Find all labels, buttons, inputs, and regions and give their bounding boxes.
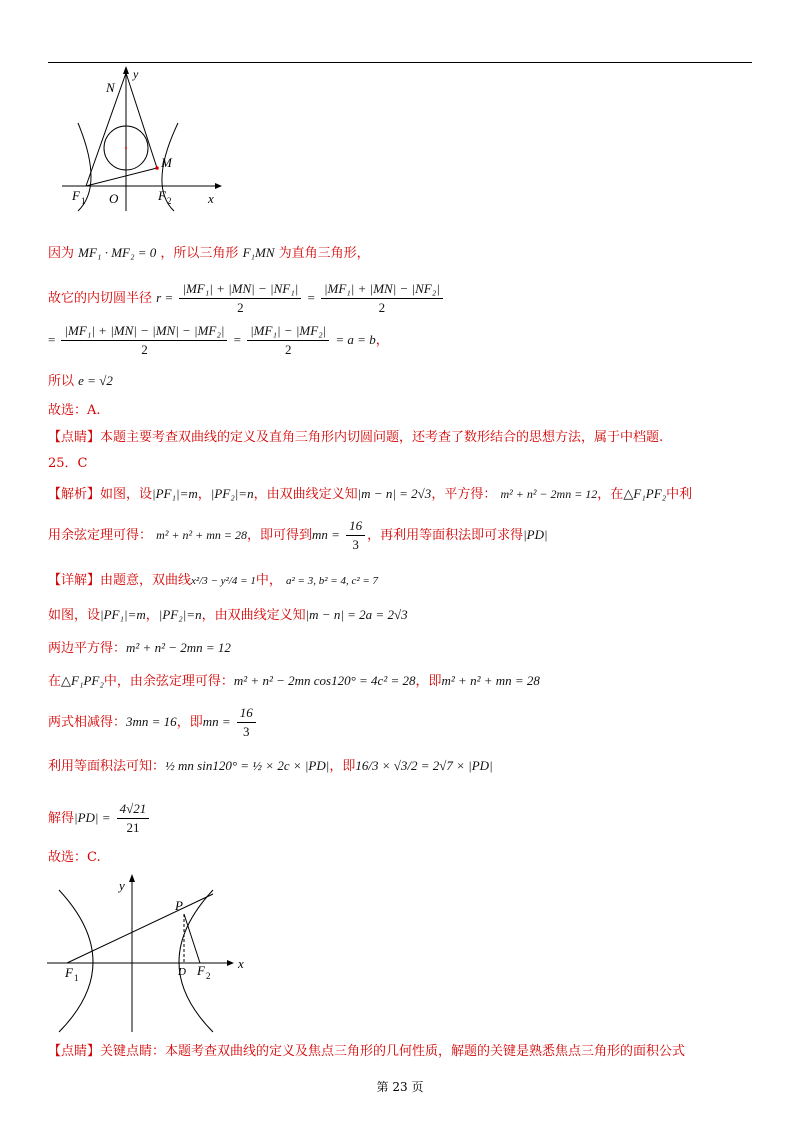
l12-b: m² + n² − 2mn = 12 [126, 640, 231, 655]
l2-den-1: 2 [237, 300, 244, 315]
l10-b: x²/3 − y²/4 = 1 [191, 575, 256, 587]
l16-num: 4√21 [117, 800, 150, 819]
l2-frac-2 [321, 280, 443, 317]
text-line-3: = $\frac{\text{|MF₁| + |MN| − |MN| − |MF₂|}}{2}$ = $\frac{\text{|MF₁| − |MF₂|}}{2}$ = a = b， [48, 323, 389, 357]
l8-c: ， [197, 487, 211, 502]
l11-f: |m − n| = 2a = 2√3 [305, 607, 408, 622]
l3-comma: ， [375, 333, 389, 348]
y-axis-arrow [123, 66, 129, 74]
text-line-answer-c: 故选：C. [48, 850, 101, 865]
l8-i: ，在 [597, 487, 624, 502]
label-M: M [161, 155, 172, 170]
l8-j: △F₁PF₂ [623, 486, 667, 501]
l11-a: 如图，设 [48, 608, 101, 623]
l3-den-2: 2 [284, 342, 292, 357]
l9-e: ，再利用等面积法即可求得 [367, 528, 524, 543]
l11-c: ， [145, 608, 159, 623]
l16-den: 21 [126, 820, 140, 835]
label-F1: F [72, 188, 80, 203]
l10-d: a² = 3, b² = 4, c² = 7 [286, 575, 379, 587]
l9-f: |PD| [523, 527, 548, 542]
text-line-answer-a: 故选：A. [48, 403, 101, 418]
y-axis-arrow [129, 874, 135, 882]
label-D: D [178, 966, 186, 978]
l4-prefix: 所以 [48, 374, 75, 389]
l11-d: |PF₂|=n [158, 607, 202, 622]
line-NM [126, 73, 157, 168]
l3-frac-2 [247, 322, 329, 359]
l16-frac [117, 800, 150, 837]
l12-a: 两边平方得： [48, 641, 127, 656]
l1-prefix: 因为 [48, 246, 75, 261]
l3-frac-1 [61, 322, 227, 359]
l11-b: |PF₁|=m [100, 607, 146, 622]
circle-center [125, 147, 127, 149]
l9-den: 3 [352, 537, 359, 552]
l1-suffix: 为直角三角形， [278, 246, 370, 261]
l2-frac-1 [179, 280, 301, 317]
text-line-detail-3 [48, 638, 231, 659]
page-number: 第 23 页 [376, 1080, 424, 1094]
l9-num: 16 [346, 517, 365, 536]
l2-num-1: |MF₁| + |MN| − |NF₁| [179, 280, 301, 299]
l1-mid: ，所以三角形 [160, 246, 239, 261]
l15-b: ½ mn sin120° = ½ × 2c × |PD| [165, 758, 330, 773]
l13-e: ，即 [415, 674, 442, 689]
text-line-detail-4 [48, 671, 540, 692]
l8-d: |PF₂|=n [210, 486, 254, 501]
l3-tail: = a = b [335, 332, 376, 347]
text-line-detail-1 [48, 571, 378, 591]
x-axis-arrow [227, 960, 234, 966]
l15-d: 16/3 × √3/2 = 2√7 × |PD| [355, 758, 493, 773]
l3-num-1: |MF₁| + |MN| − |MN| − |MF₂| [61, 322, 227, 341]
label-x: x [208, 191, 214, 206]
l8-g: ，平方得： [431, 487, 497, 502]
l3-den-1: 2 [141, 342, 148, 357]
l14-a: 两式相减得： [48, 715, 127, 730]
label-F1-sub: 1 [81, 196, 86, 206]
label-F2-sub: 2 [206, 971, 211, 981]
l9-c: ，即可得到 [246, 528, 312, 543]
l8-k: 中利 [666, 487, 693, 502]
l11-e: ，由双曲线定义知 [201, 608, 306, 623]
line-F1M [86, 168, 157, 186]
text-line-1 [48, 243, 370, 264]
text-line-comment-2: 【点睛】关键点睛：本题考查双曲线的定义及焦点三角形的几何性质，解题的关键是熟悉焦点三角形的面积公式 [48, 1044, 686, 1059]
l8-b: |PF₁|=m [152, 486, 198, 501]
l8-a: 【解析】如图，设 [48, 487, 153, 502]
text-line-comment-1: 【点睛】本题主要考查双曲线的定义及直角三角形内切圆问题，还考查了数形结合的思想方法，属于中档题. [48, 430, 664, 445]
l13-a: 在 [48, 674, 62, 689]
l2-num-2: |MF₁| + |MN| − |NF₂| [321, 280, 443, 299]
l2-prefix: 故它的内切圆半径 [48, 291, 153, 306]
text-line-4 [48, 371, 113, 392]
hyperbola-left-branch [59, 890, 93, 1032]
l14-c: ，即 [176, 715, 203, 730]
l15-a: 利用等面积法可知： [48, 759, 166, 774]
label-O: O [109, 191, 119, 206]
l14-num: 16 [237, 704, 256, 723]
label-F1-sub: 1 [74, 973, 79, 983]
l1-triangle: F₁MN [242, 245, 275, 260]
l15-c: ，即 [329, 759, 356, 774]
label-y: y [119, 878, 125, 893]
l2-den-2: 2 [378, 300, 386, 315]
l16-a: 解得 [48, 811, 75, 826]
l13-f: m² + n² + mn = 28 [441, 673, 540, 688]
l13-c: 中，由余弦定理可得： [103, 674, 234, 689]
l13-b: △F₁PF₂ [61, 673, 104, 688]
figure-incircle-hyperbola [60, 65, 230, 215]
point-M [155, 166, 159, 170]
l13-d: m² + n² − 2mn cos120° = 4c² = 28 [233, 673, 416, 688]
l10-a: 【详解】由题意，双曲线 [48, 573, 192, 588]
l9-d: mn = [312, 527, 340, 542]
line-PF2 [184, 914, 200, 963]
text-line-detail-6 [48, 756, 493, 777]
text-line-detail-2 [48, 605, 408, 626]
label-F1: F [65, 965, 73, 980]
l9-frac [346, 517, 365, 554]
l8-h: m² + n² − 2mn = 12 [500, 487, 598, 501]
text-line-analysis-1 [48, 484, 692, 505]
label-F2-sub: 2 [167, 196, 172, 206]
label-P: P [175, 898, 183, 913]
l10-c: 中， [255, 573, 282, 588]
l4-eccentricity: e = √2 [78, 373, 113, 388]
text-line-2: 故它的内切圆半径 r = $\frac{\text{|MF₁| + |MN| − |NF₁|}}{2}$ = $\frac{\text{|MF₁| + |MN| − |NF₂|}}{2}$ [48, 278, 445, 319]
text-line-detail-7 [48, 798, 151, 839]
label-y: y [133, 67, 139, 81]
label-F2: F [197, 963, 205, 978]
label-x: x [238, 956, 244, 971]
line-F1P [67, 894, 213, 963]
l9-b: m² + n² + mn = 28 [156, 528, 247, 542]
text-line-detail-5 [48, 702, 258, 743]
l9-a: 用余弦定理可得： [48, 528, 153, 543]
figure-focal-triangle [45, 872, 245, 1034]
l14-d: mn = [202, 714, 231, 729]
l14-frac [237, 704, 256, 741]
label-N: N [106, 80, 115, 95]
label-F2: F [158, 188, 166, 203]
l8-f: |m − n| = 2√3 [357, 486, 432, 501]
l1-vector-dot: MF₁ · MF₂ = 0 [78, 245, 157, 260]
l16-b: |PD| = [74, 810, 111, 825]
text-line-analysis-2 [48, 515, 548, 556]
l2-r: r = [156, 290, 174, 305]
l14-b: 3mn = 16 [126, 714, 177, 729]
l8-e: ，由双曲线定义知 [253, 487, 358, 502]
top-rule [48, 62, 752, 63]
l14-den: 3 [243, 724, 250, 739]
l3-num-2: |MF₁| − |MF₂| [247, 322, 329, 341]
question-25-answer: 25．C [48, 456, 88, 471]
x-axis-arrow [215, 183, 222, 189]
